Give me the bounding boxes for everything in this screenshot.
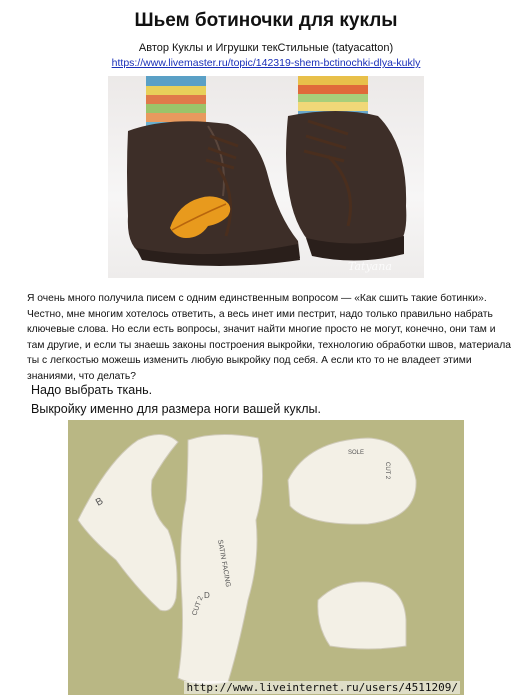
sole-piece [288,438,416,524]
sole-piece-name: SOLE [348,450,365,456]
photo-watermark: http://www.liveinternet.ru/users/4511209/ [186,681,458,694]
step-pattern-size: Выкройку именно для размера ноги вашей куклы. [31,402,321,416]
left-boot [127,121,300,266]
right-boot [286,111,406,261]
side-piece-cut: CUT 2 [191,595,205,617]
sole-piece-cut: CUT 2 [384,462,390,480]
pattern-pieces-photo [68,420,464,695]
boots-photo [108,76,424,278]
step-choose-fabric: Надо выбрать ткань. [31,383,153,397]
author-line: Автор Куклы и Игрушки текСтильные (tatyacatton) [138,42,394,54]
toe-piece [78,434,178,610]
source-link[interactable]: https://www.livemaster.ru/topic/142319-shem-bctinochki-dlya-kukly [111,57,421,69]
side-piece [178,434,263,684]
photo-signature: Tatyana [348,260,392,273]
intro-paragraph: Я очень много получила писем с одним единственным вопросом — «Как сшить такие ботинки». Честно, мне многим хотелось ответить, а весь инет ими пестрит, надо только правильно набрать ключевые слова. Но если есть вопросы, значит найти многие просто не могут, конечно, они там и там другие, и если ты знаешь законы построения выкройки, технологию обработки швов, материала ты с легкостью можешь изменить любую выкройку под себя. А если кто то не владеет этими знаниями, что делать? [27,293,512,382]
page-title: Шьем ботиночки для куклы [134,10,398,31]
side-piece-facing: SATIN FACING [216,539,232,588]
insole-piece [318,582,406,649]
side-piece-letter: D [204,591,210,600]
toe-piece-label: B [94,495,106,509]
